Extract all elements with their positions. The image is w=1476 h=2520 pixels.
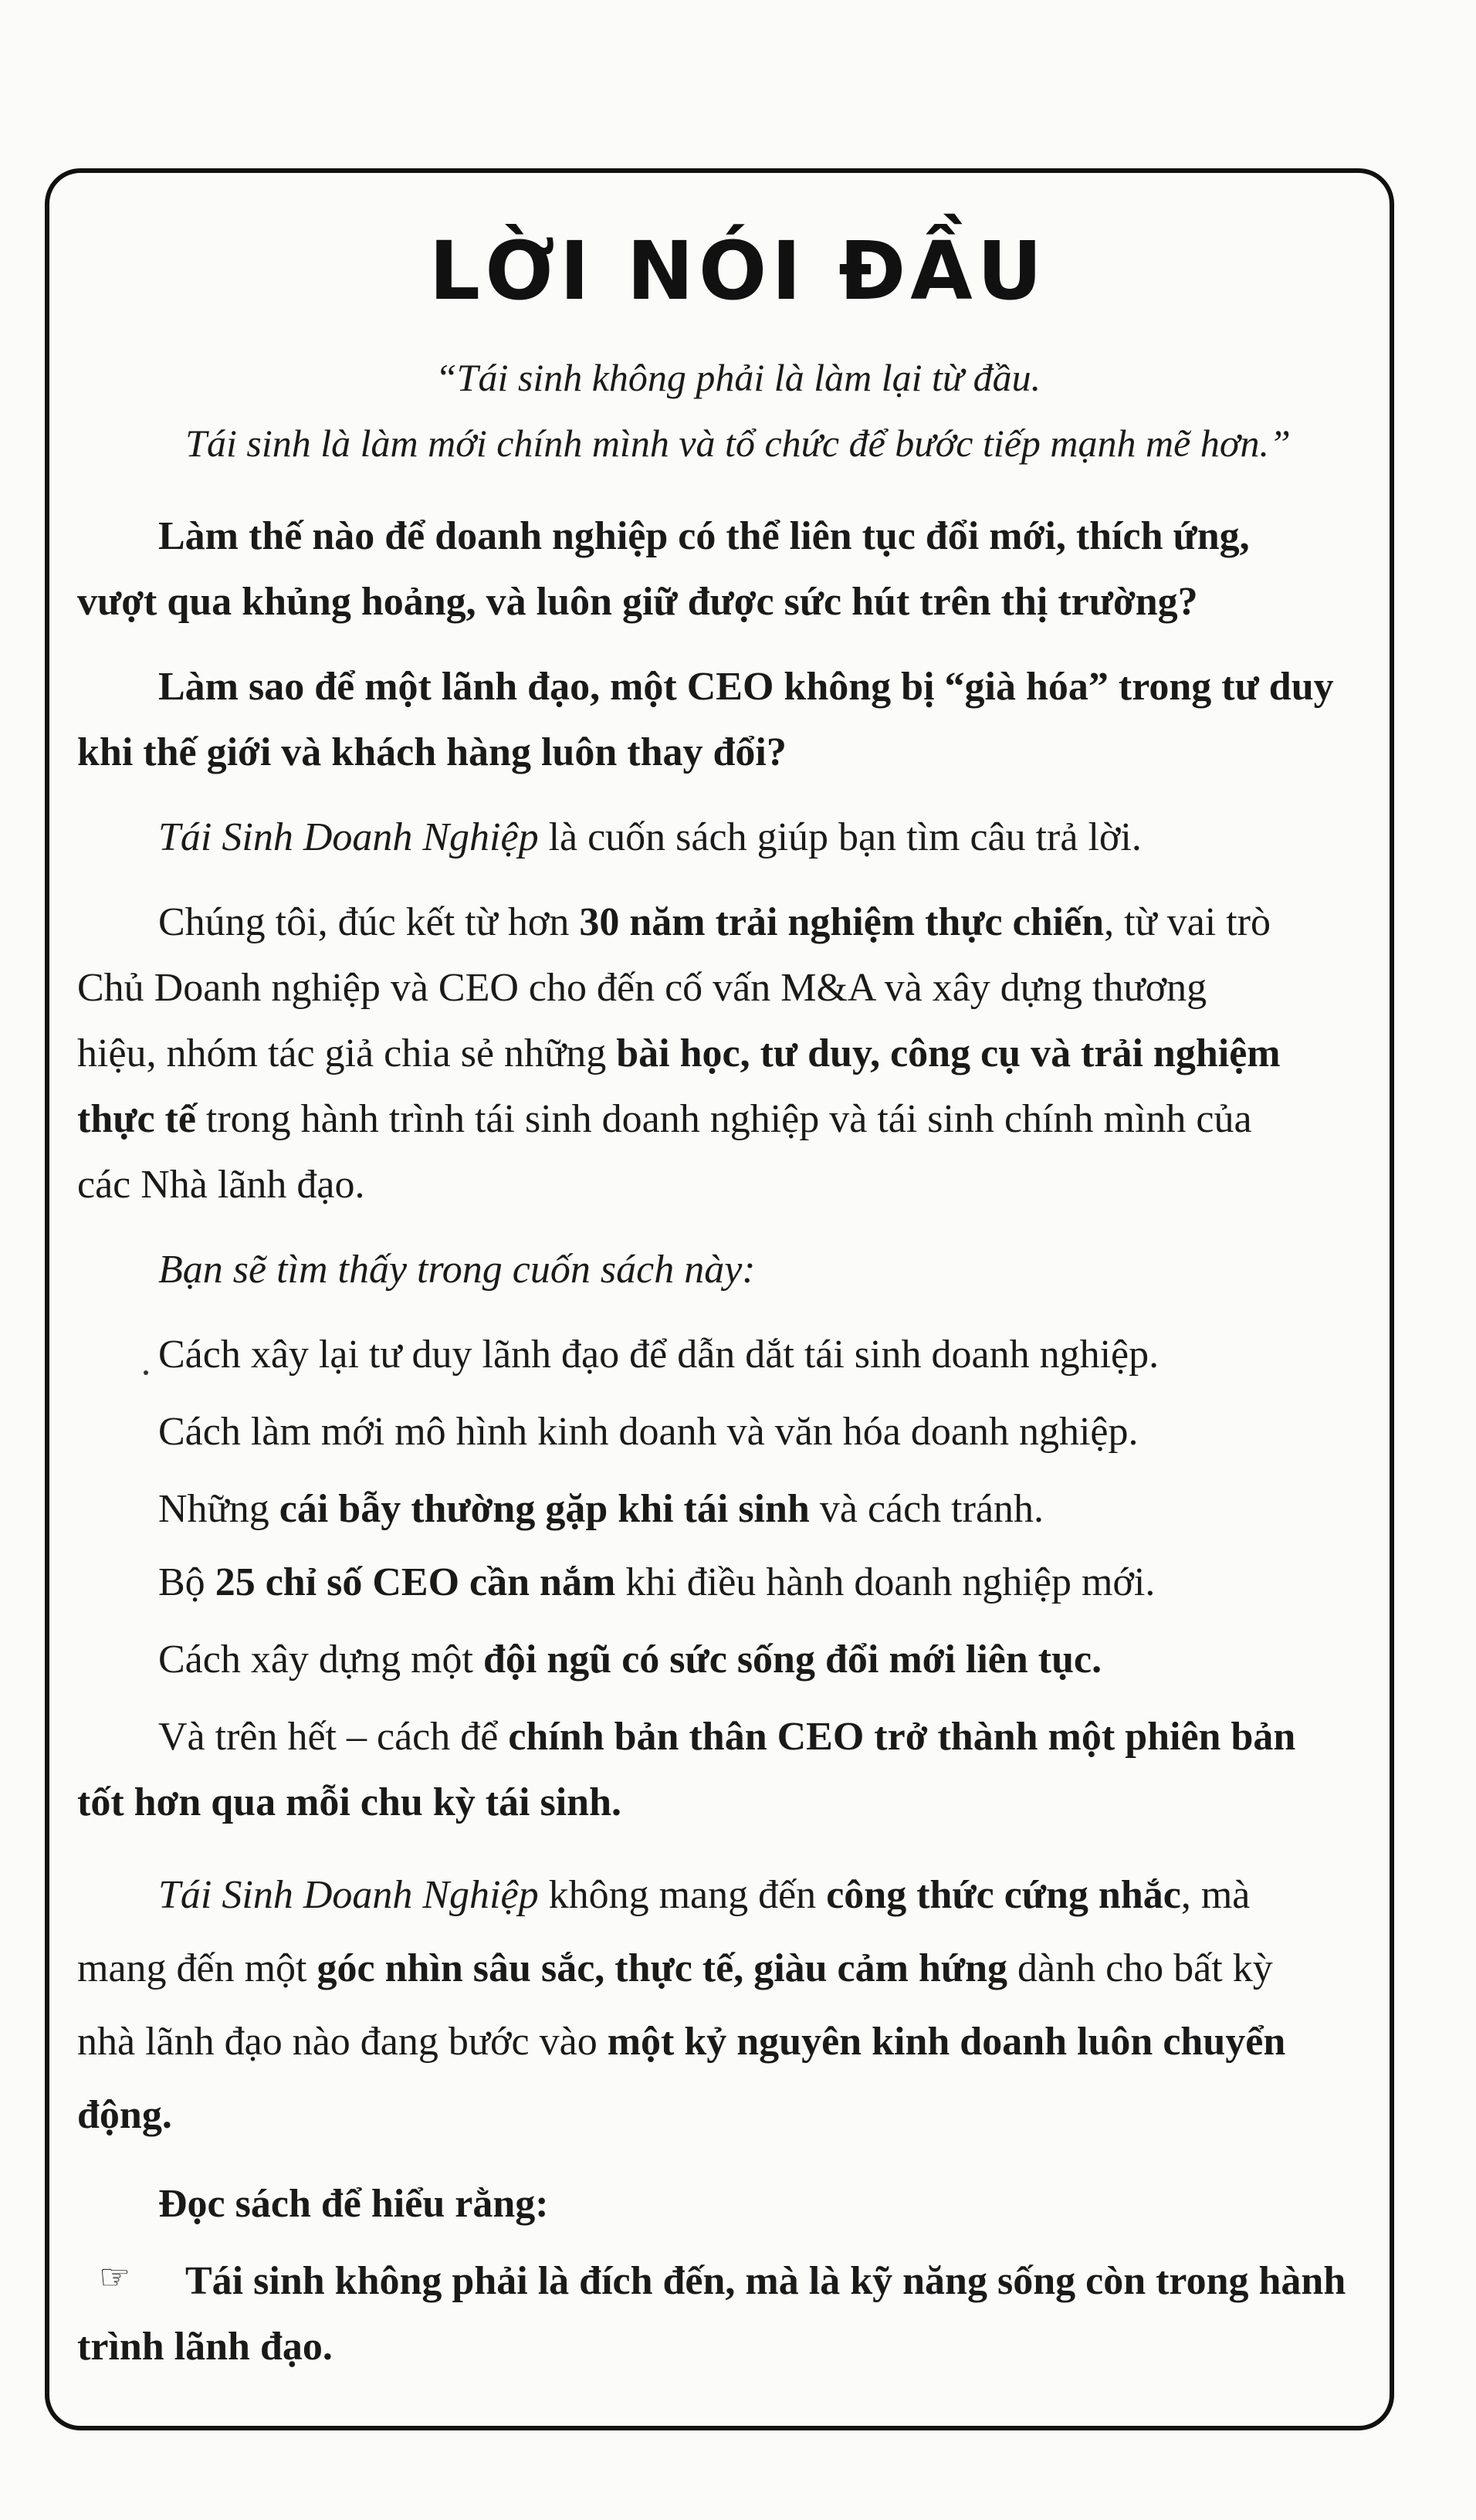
bullet-dot: [144, 1370, 148, 1375]
list-item: Cách xây lại tư duy lãnh đạo để dẫn dắt tái sinh doanh nghiệp.: [158, 1333, 1159, 1377]
pointing-hand-icon: ☞: [99, 2256, 131, 2298]
question-1-line-1: Làm thế nào để doanh nghiệp có thể liên tục đổi mới, thích ứng,: [158, 514, 1250, 558]
intro-paragraph: Tái Sinh Doanh Nghiệp là cuốn sách giúp bạn tìm câu trả lời.: [158, 815, 1142, 859]
book-title-inline: Tái Sinh Doanh Nghiệp: [158, 1873, 539, 1917]
page-title: LỜI NÓI ĐẦU: [428, 224, 1048, 318]
question-2-line-1: Làm sao để một lãnh đạo, một CEO không bị “già hóa” trong tư duy: [158, 665, 1334, 709]
read-heading: Đọc sách để hiểu rằng:: [158, 2182, 549, 2226]
closing-paragraph-line-1: Tái Sinh Doanh Nghiệp không mang đến công thức cứng nhắc, mà: [158, 1873, 1251, 1917]
epigraph-line-1: “Tái sinh không phải là làm lại từ đầu.: [435, 356, 1041, 399]
epigraph-line-2: Tái sinh là làm mới chính mình và tổ chức để bước tiếp mạnh mẽ hơn.”: [185, 422, 1291, 465]
list-item: Cách xây dựng một đội ngũ có sức sống đổi mới liên tục.: [158, 1638, 1102, 1682]
list-item: Cách làm mới mô hình kinh doanh và văn hóa doanh nghiệp.: [158, 1410, 1139, 1454]
closing-paragraph-line-2: mang đến một góc nhìn sâu sắc, thực tế, giàu cảm hứng dành cho bất kỳ: [77, 1946, 1273, 1990]
authors-paragraph-line-1: Chúng tôi, đúc kết từ hơn 30 năm trải nghiệm thực chiến, từ vai trò: [158, 900, 1271, 944]
question-1-line-2: vượt qua khủng hoảng, và luôn giữ được sức hút trên thị trường?: [77, 580, 1198, 624]
list-item-continuation: tốt hơn qua mỗi chu kỳ tái sinh.: [77, 1780, 621, 1824]
list-item: Bộ 25 chỉ số CEO cần nắm khi điều hành doanh nghiệp mới.: [158, 1560, 1156, 1604]
list-item: Và trên hết – cách để chính bản thân CEO trở thành một phiên bản: [158, 1715, 1296, 1759]
final-statement-line-1: Tái sinh không phải là đích đến, mà là kỹ năng sống còn trong hành: [185, 2259, 1346, 2303]
authors-paragraph-line-4: thực tế trong hành trình tái sinh doanh nghiệp và tái sinh chính mình của: [77, 1097, 1252, 1141]
authors-paragraph-line-2: Chủ Doanh nghiệp và CEO cho đến cố vấn M&A và xây dựng thương: [77, 966, 1207, 1010]
closing-paragraph-line-4: động.: [77, 2093, 172, 2137]
book-title-inline: Tái Sinh Doanh Nghiệp: [158, 815, 539, 859]
authors-paragraph-line-3: hiệu, nhóm tác giả chia sẻ những bài học, tư duy, công cụ và trải nghiệm: [77, 1031, 1281, 1075]
find-heading: Bạn sẽ tìm thấy trong cuốn sách này:: [158, 1248, 756, 1292]
authors-paragraph-line-5: các Nhà lãnh đạo.: [77, 1163, 365, 1207]
list-item: Những cái bẫy thường gặp khi tái sinh và cách tránh.: [158, 1487, 1044, 1531]
final-statement-line-2: trình lãnh đạo.: [77, 2325, 333, 2369]
closing-paragraph-line-3: nhà lãnh đạo nào đang bước vào một kỷ nguyên kinh doanh luôn chuyển: [77, 2020, 1286, 2064]
question-2-line-2: khi thế giới và khách hàng luôn thay đổi?: [77, 730, 787, 774]
